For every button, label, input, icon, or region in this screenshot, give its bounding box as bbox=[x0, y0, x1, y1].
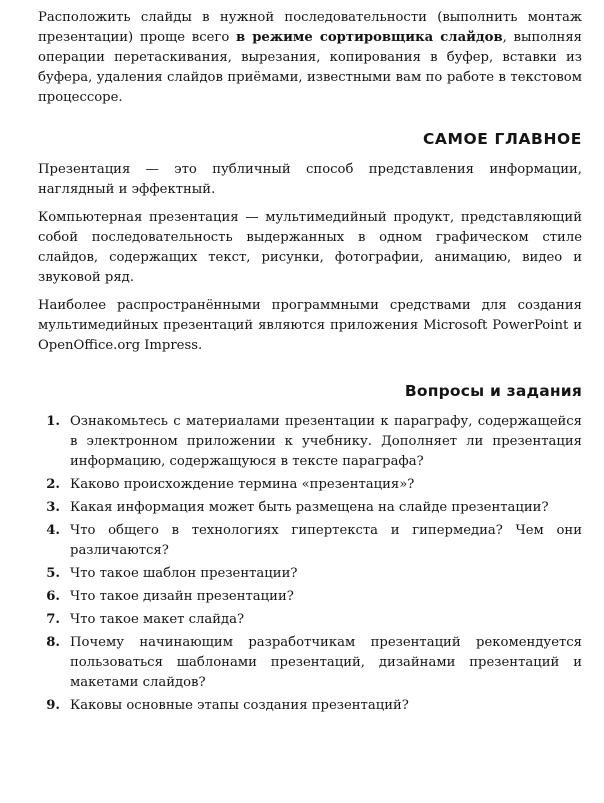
question-number: 4. bbox=[46, 523, 60, 538]
question-item-7 bbox=[38, 610, 582, 630]
question-item-4 bbox=[38, 521, 582, 561]
intro-text-after: , выполняя операции перетаскивания, вырезания, копирования в буфер, вставки из буфера, удаления слайдов приёмами, известными вам по работе в текстовом процессоре. bbox=[38, 30, 582, 105]
summary-heading: САМОЕ ГЛАВНОЕ bbox=[422, 130, 582, 148]
questions-list bbox=[38, 412, 582, 716]
question-number: 7. bbox=[46, 612, 60, 627]
question-text: Каковы основные этапы создания презентаций? bbox=[70, 698, 409, 713]
question-number: 9. bbox=[46, 698, 60, 713]
questions-heading: Вопросы и задания bbox=[404, 382, 582, 400]
question-text: Почему начинающим разработчикам презентаций рекомендуется пользоваться шаблонами презентаций, дизайнами презентаций и макетами слайдов? bbox=[70, 635, 582, 690]
question-item-8 bbox=[38, 633, 582, 693]
question-text: Что такое шаблон презентации? bbox=[70, 566, 298, 581]
question-text: Каково происхождение термина «презентация»? bbox=[70, 477, 415, 492]
summary-paragraph-2: Компьютерная презентация — мультимедийный продукт, представляющий собой последовательность выдержанных в одном графическом стиле слайдов, содержащих текст, рисунки, фотографии, анимацию, видео и звуковой ряд. bbox=[38, 210, 582, 285]
question-number: 8. bbox=[46, 635, 60, 650]
intro-bold-term: в режиме сортировщика слайдов bbox=[235, 30, 503, 45]
question-item-6 bbox=[38, 587, 582, 607]
question-text: Какая информация может быть размещена на слайде презентации? bbox=[70, 500, 549, 515]
question-number: 3. bbox=[46, 500, 60, 515]
intro-paragraph bbox=[38, 8, 582, 108]
question-item-1 bbox=[38, 412, 582, 472]
question-text: Что общего в технологиях гипертекста и гипермедиа? Чем они различаются? bbox=[70, 523, 582, 558]
question-item-2 bbox=[38, 475, 582, 495]
question-number: 1. bbox=[46, 414, 60, 429]
summary-paragraph-1: Презентация — это публичный способ представления информации, наглядный и эффектный. bbox=[38, 162, 582, 197]
question-item-3 bbox=[38, 498, 582, 518]
question-number: 6. bbox=[46, 589, 60, 604]
question-item-9 bbox=[38, 696, 582, 716]
question-text: Ознакомьтесь с материалами презентации к параграфу, содержащейся в электронном приложении к учебнику. Дополняет ли презентация информацию, содержащуюся в тексте параграфа? bbox=[70, 414, 582, 469]
question-number: 5. bbox=[46, 566, 60, 581]
question-item-5 bbox=[38, 564, 582, 584]
question-text: Что такое дизайн презентации? bbox=[70, 589, 294, 604]
intro-text-before: Расположить слайды в нужной последовательности (выполнить монтаж презентации) проще всего bbox=[38, 10, 582, 45]
question-number: 2. bbox=[46, 477, 60, 492]
summary-paragraph-3: Наиболее распространёнными программными средствами для создания мультимедийных презентаций являются приложения Microsoft PowerPoint и OpenOffice.org Impress. bbox=[38, 298, 582, 353]
question-text: Что такое макет слайда? bbox=[70, 612, 245, 627]
